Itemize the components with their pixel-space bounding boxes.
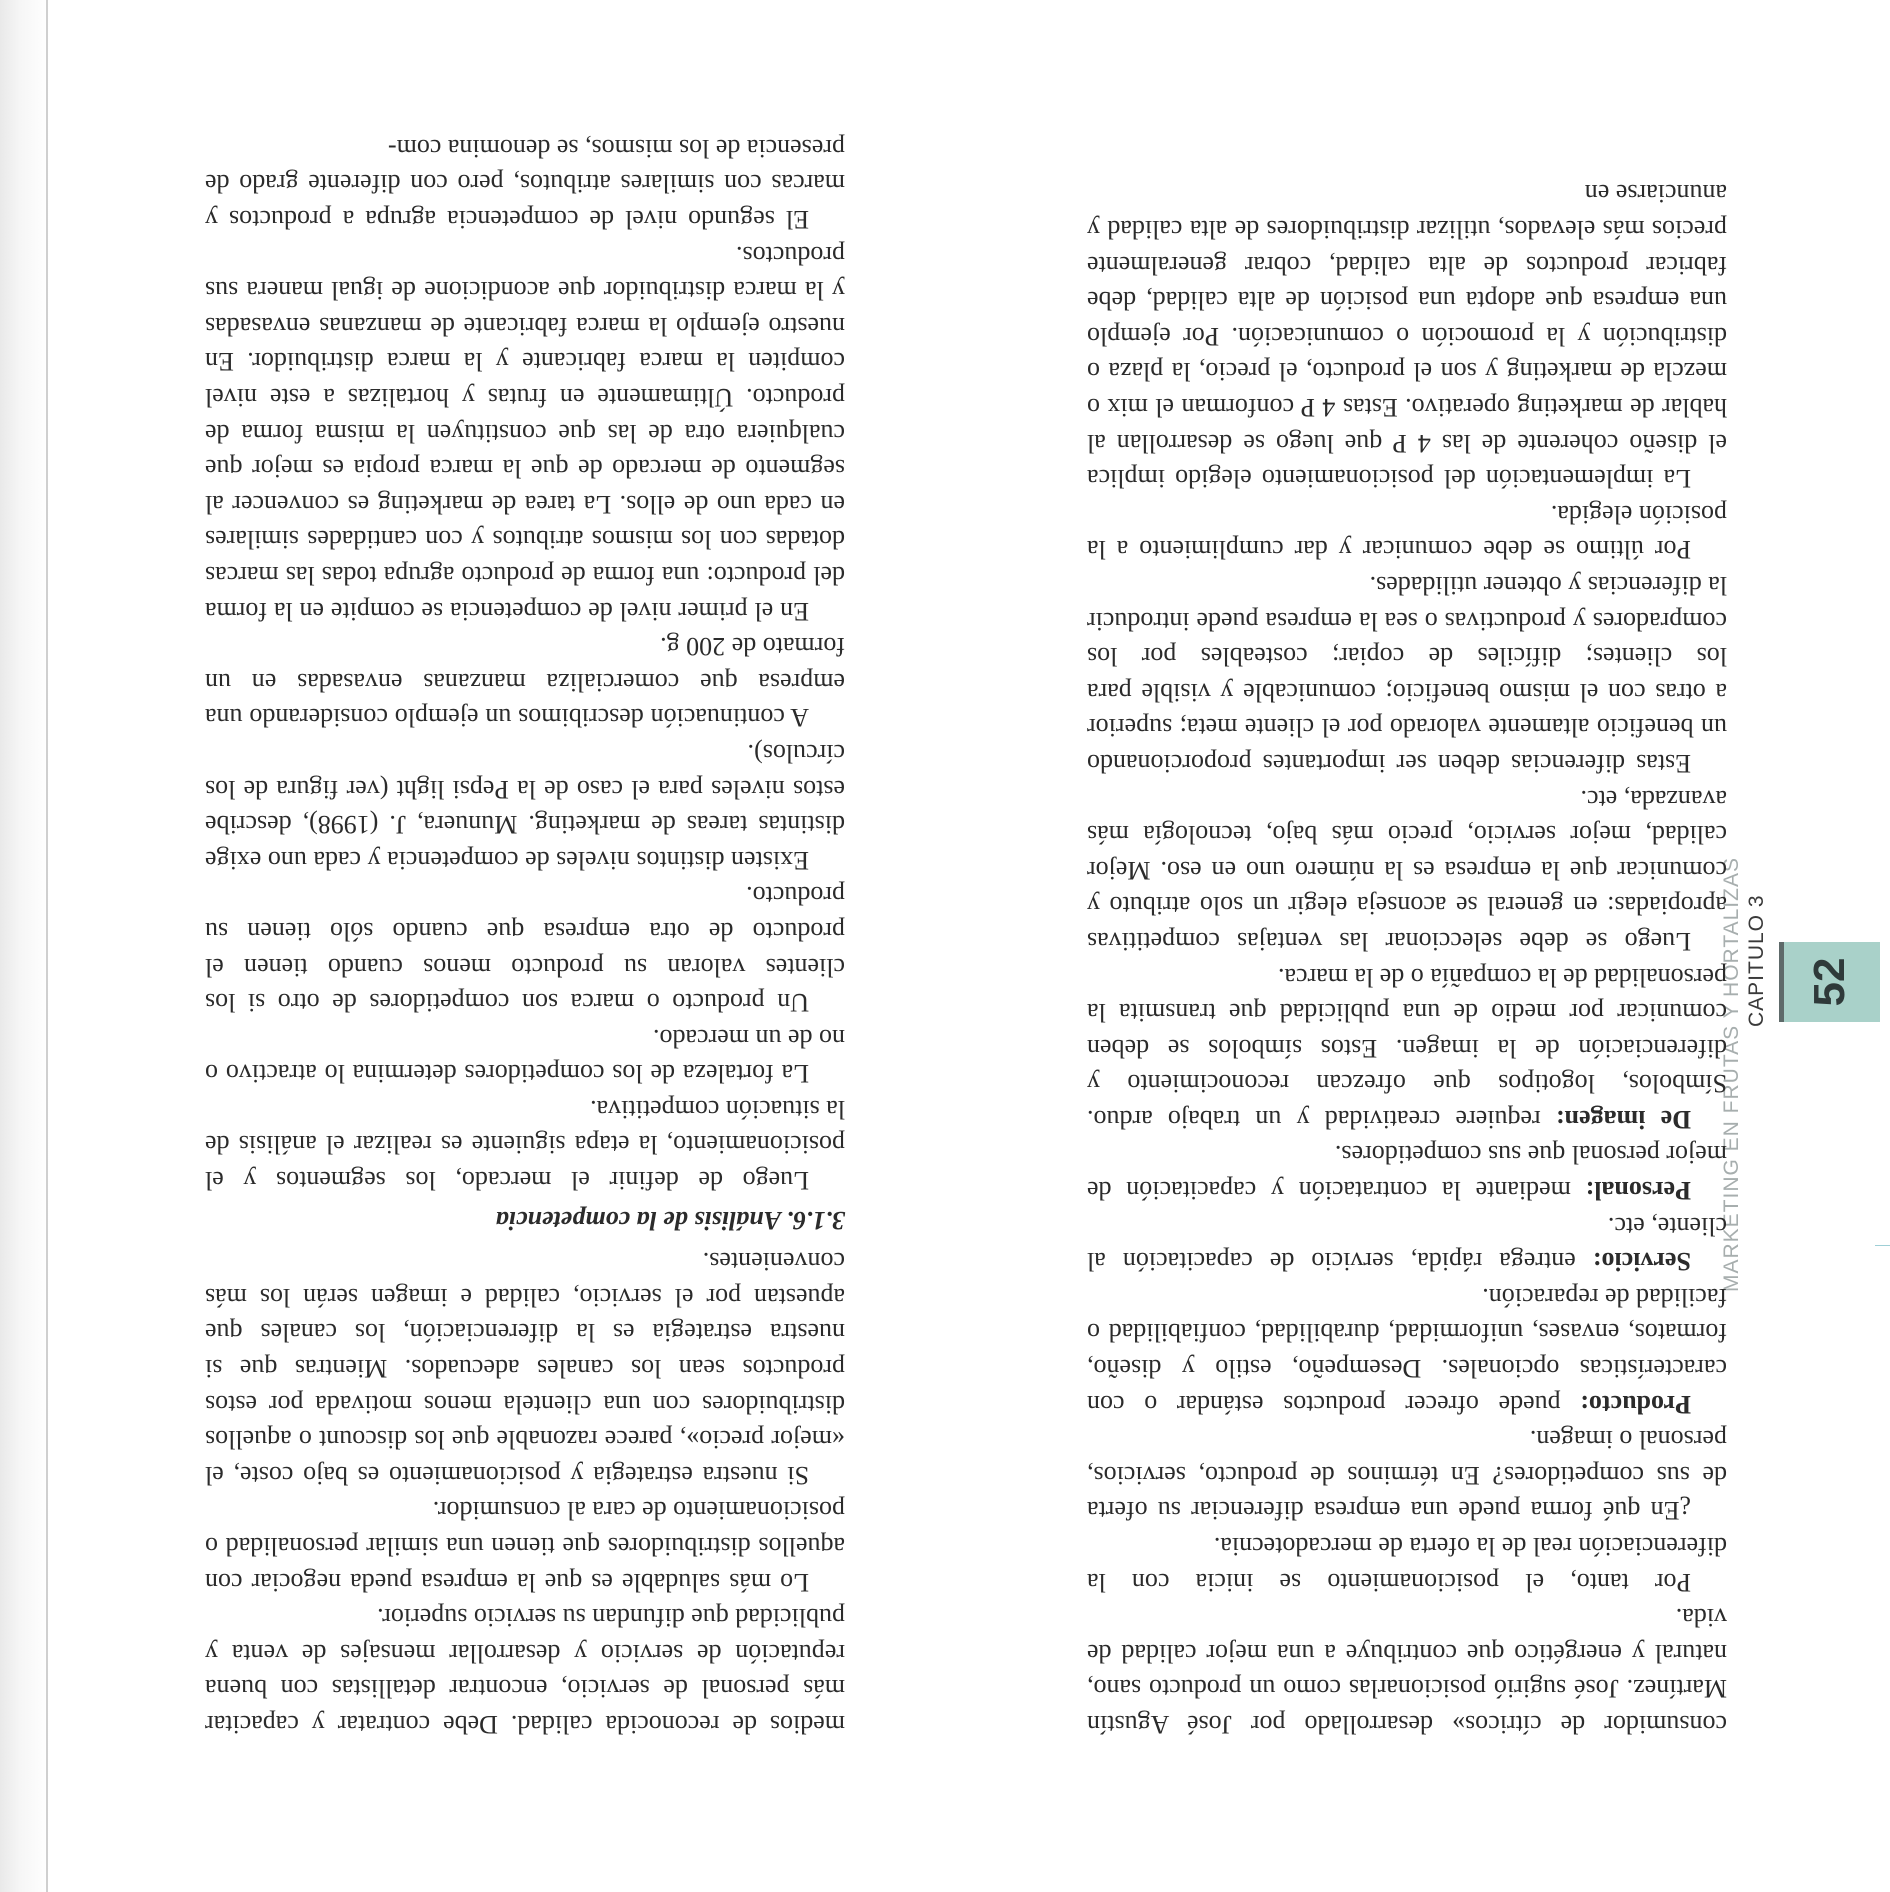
personal-item <box>1087 1137 1727 1208</box>
producto-text: puede ofrecer productos estándar o con características opcionales. Desempeño, estilo y diseño, formatos, envases, uniformidad, durabilidad, confiabilidad o facilidad de reparación. <box>1087 1282 1727 1419</box>
text-column-left <box>1087 176 1727 1742</box>
book-title: MARKETING EN FRUTAS Y HORTALIZAS <box>1720 857 1743 1292</box>
paragraph: Por último se debe comunicar y dar cumplimiento a la posición elegida. <box>1087 499 1727 565</box>
paragraph: consumidor de cítricos» desarrollado por José Agustín Martínez. José sugirió posicionarlas como un producto sano, natural y energético que contribuye a una mejor calidad de vida. <box>1087 1603 1727 1739</box>
paragraph: Estas diferencias deben ser importantes proporcionando un beneficio altamente valorado por el cliente meta; superior a otras con el mismo beneficio; comunicable y visible para los clientes; difíciles de copiar; costeables por los compradores y productivas o sea la empresa puede introducir la diferencias y obtener utilidades. <box>1087 571 1727 778</box>
section-heading: 3.1.6. Análisis de la competencia <box>495 1205 845 1235</box>
personal-text: mediante la contratación y capacitación de mejor personal que sus competidores. <box>1087 1140 1727 1206</box>
paragraph: Luego se debe seleccionar las ventajas competitivas apropiadas: en general se aconseja elegir un solo atributo y comunicar que la empresa es la número uno en eso. Mejor calidad, mejor servicio, precio más bajo, tecnología más avanzada, etc. <box>1087 784 1727 956</box>
paragraph: medios de reconocida calidad. Debe contratar y capacitar más personal de servicio, encontrar detallistas con buena reputación de servicio y desarrollar mensajes de venta y publicidad que difundan su servicio superior. <box>205 1603 845 1739</box>
imagen-text: requiere creatividad y un trabajo arduo. Símbolos, logotipos que ofrezcan reconocimiento y diferenciación de la imagen. Estos símbolos se deben comunicar por medio de una publicidad que transmita la personalidad de la compañía o de la marca. <box>1087 962 1727 1134</box>
page-number-bar <box>1779 942 1784 1022</box>
paragraph: Lo más saludable es que la empresa pueda negociar con aquellos distribuidores que tienen una similar personalidad o posicionamiento de cara al consumidor. <box>205 1496 845 1597</box>
servicio-text: entrega rápida, servicio de capacitación al cliente, etc. <box>1087 1211 1727 1277</box>
paragraph: Por tanto, el posicionamiento se inicia con la diferenciación real de la oferta de mercadotecnia. <box>1087 1532 1727 1597</box>
servicio-item <box>1087 1208 1727 1279</box>
producto-label: Producto: <box>1580 1389 1691 1419</box>
paragraph: A continuación describimos un ejemplo considerando una empresa que comercializa manzanas envasadas en un formato de 200 g. <box>205 632 845 733</box>
paragraph: Existen distintos niveles de competencia y cada uno exige distintas tareas de marketing. Munuera, J. (1998), describe estos niveles para el caso de la Pepsi light (ver figura de los círculos). <box>205 738 845 875</box>
imagen-label: De imagen: <box>1555 1104 1691 1134</box>
personal-label: Personal: <box>1585 1176 1691 1206</box>
page-number: 52 <box>1805 957 1854 1007</box>
servicio-label: Servicio: <box>1592 1247 1691 1277</box>
chapter-label: CAPITULO 3 <box>1745 894 1768 1027</box>
imagen-item <box>1087 959 1727 1137</box>
producto-item <box>1087 1279 1727 1421</box>
paragraph: Luego de definir el mercado, los segmentos y el posicionamiento, la etapa siguiente es realizar el análisis de la situación competitiva. <box>205 1094 845 1196</box>
paragraph: En el primer nivel de competencia se compite en la forma del producto: una forma de producto agrupa todas las marcas dotadas con los mismos atributos y con cantidades similares en cada uno de ellos. La tarea de marketing es convencer al segmento de mercado de que la marca propia es mejor que cualquiera otra de las que constituyen la misma forma de producto. Últimamente en frutas y hortalizas a este nivel compiten la marca fabricante y la marca distribuidor. En nuestro ejemplo la marca fabricante de manzanas envasadas y la marca distribuidor que acondicione de igual manera sus productos. <box>205 240 845 626</box>
text-column-right <box>205 130 845 1742</box>
paragraph: El segundo nivel de competencia agrupa a productos y marcas con similares atributos, pero con diferente grado de presencia de los mismos, se denomina com- <box>205 133 845 235</box>
paragraph: Si nuestra estrategia y posicionamiento es bajo coste, el «mejor precio», parece razonable que los discount o aquellos distribuidores con una clientela menos motivada por estos productos sean los canales adecuados. Mientras que si nuestra estrategia es la diferenciación, los canales que apuestan por el servicio, calidad e imagen serán los más convenientes. <box>205 1247 845 1490</box>
paragraph: La implementación del posicionamiento elegido implica el diseño coherente de las 4 P que luego se desarrollan al hablar de marketing operativo. Estas 4 P conforman el mix o mezcla de marketing y son el producto, el precio, la plaza o distribución y la promoción o comunicación. Por ejemplo una empresa que adopta una posición de alta calidad, debe fabricar productos de alta calidad, cobrar generalmente precios más elevados, utilizar distribuidores de alta calidad y anunciarse en <box>1087 179 1727 494</box>
paragraph: ¿En qué forma puede una empresa diferenciar su oferta de sus competidores? En términos de producto, servicios, personal o imagen. <box>1087 1425 1727 1526</box>
paragraph: La fortaleza de los competidores determina lo atractivo o no de un mercado. <box>205 1023 845 1089</box>
paragraph: Un producto o marca son competidores de otro si los clientes valoran su producto menos cuando tienen el producto de otra empresa que cuando sólo tienen su producto. <box>205 881 845 1018</box>
